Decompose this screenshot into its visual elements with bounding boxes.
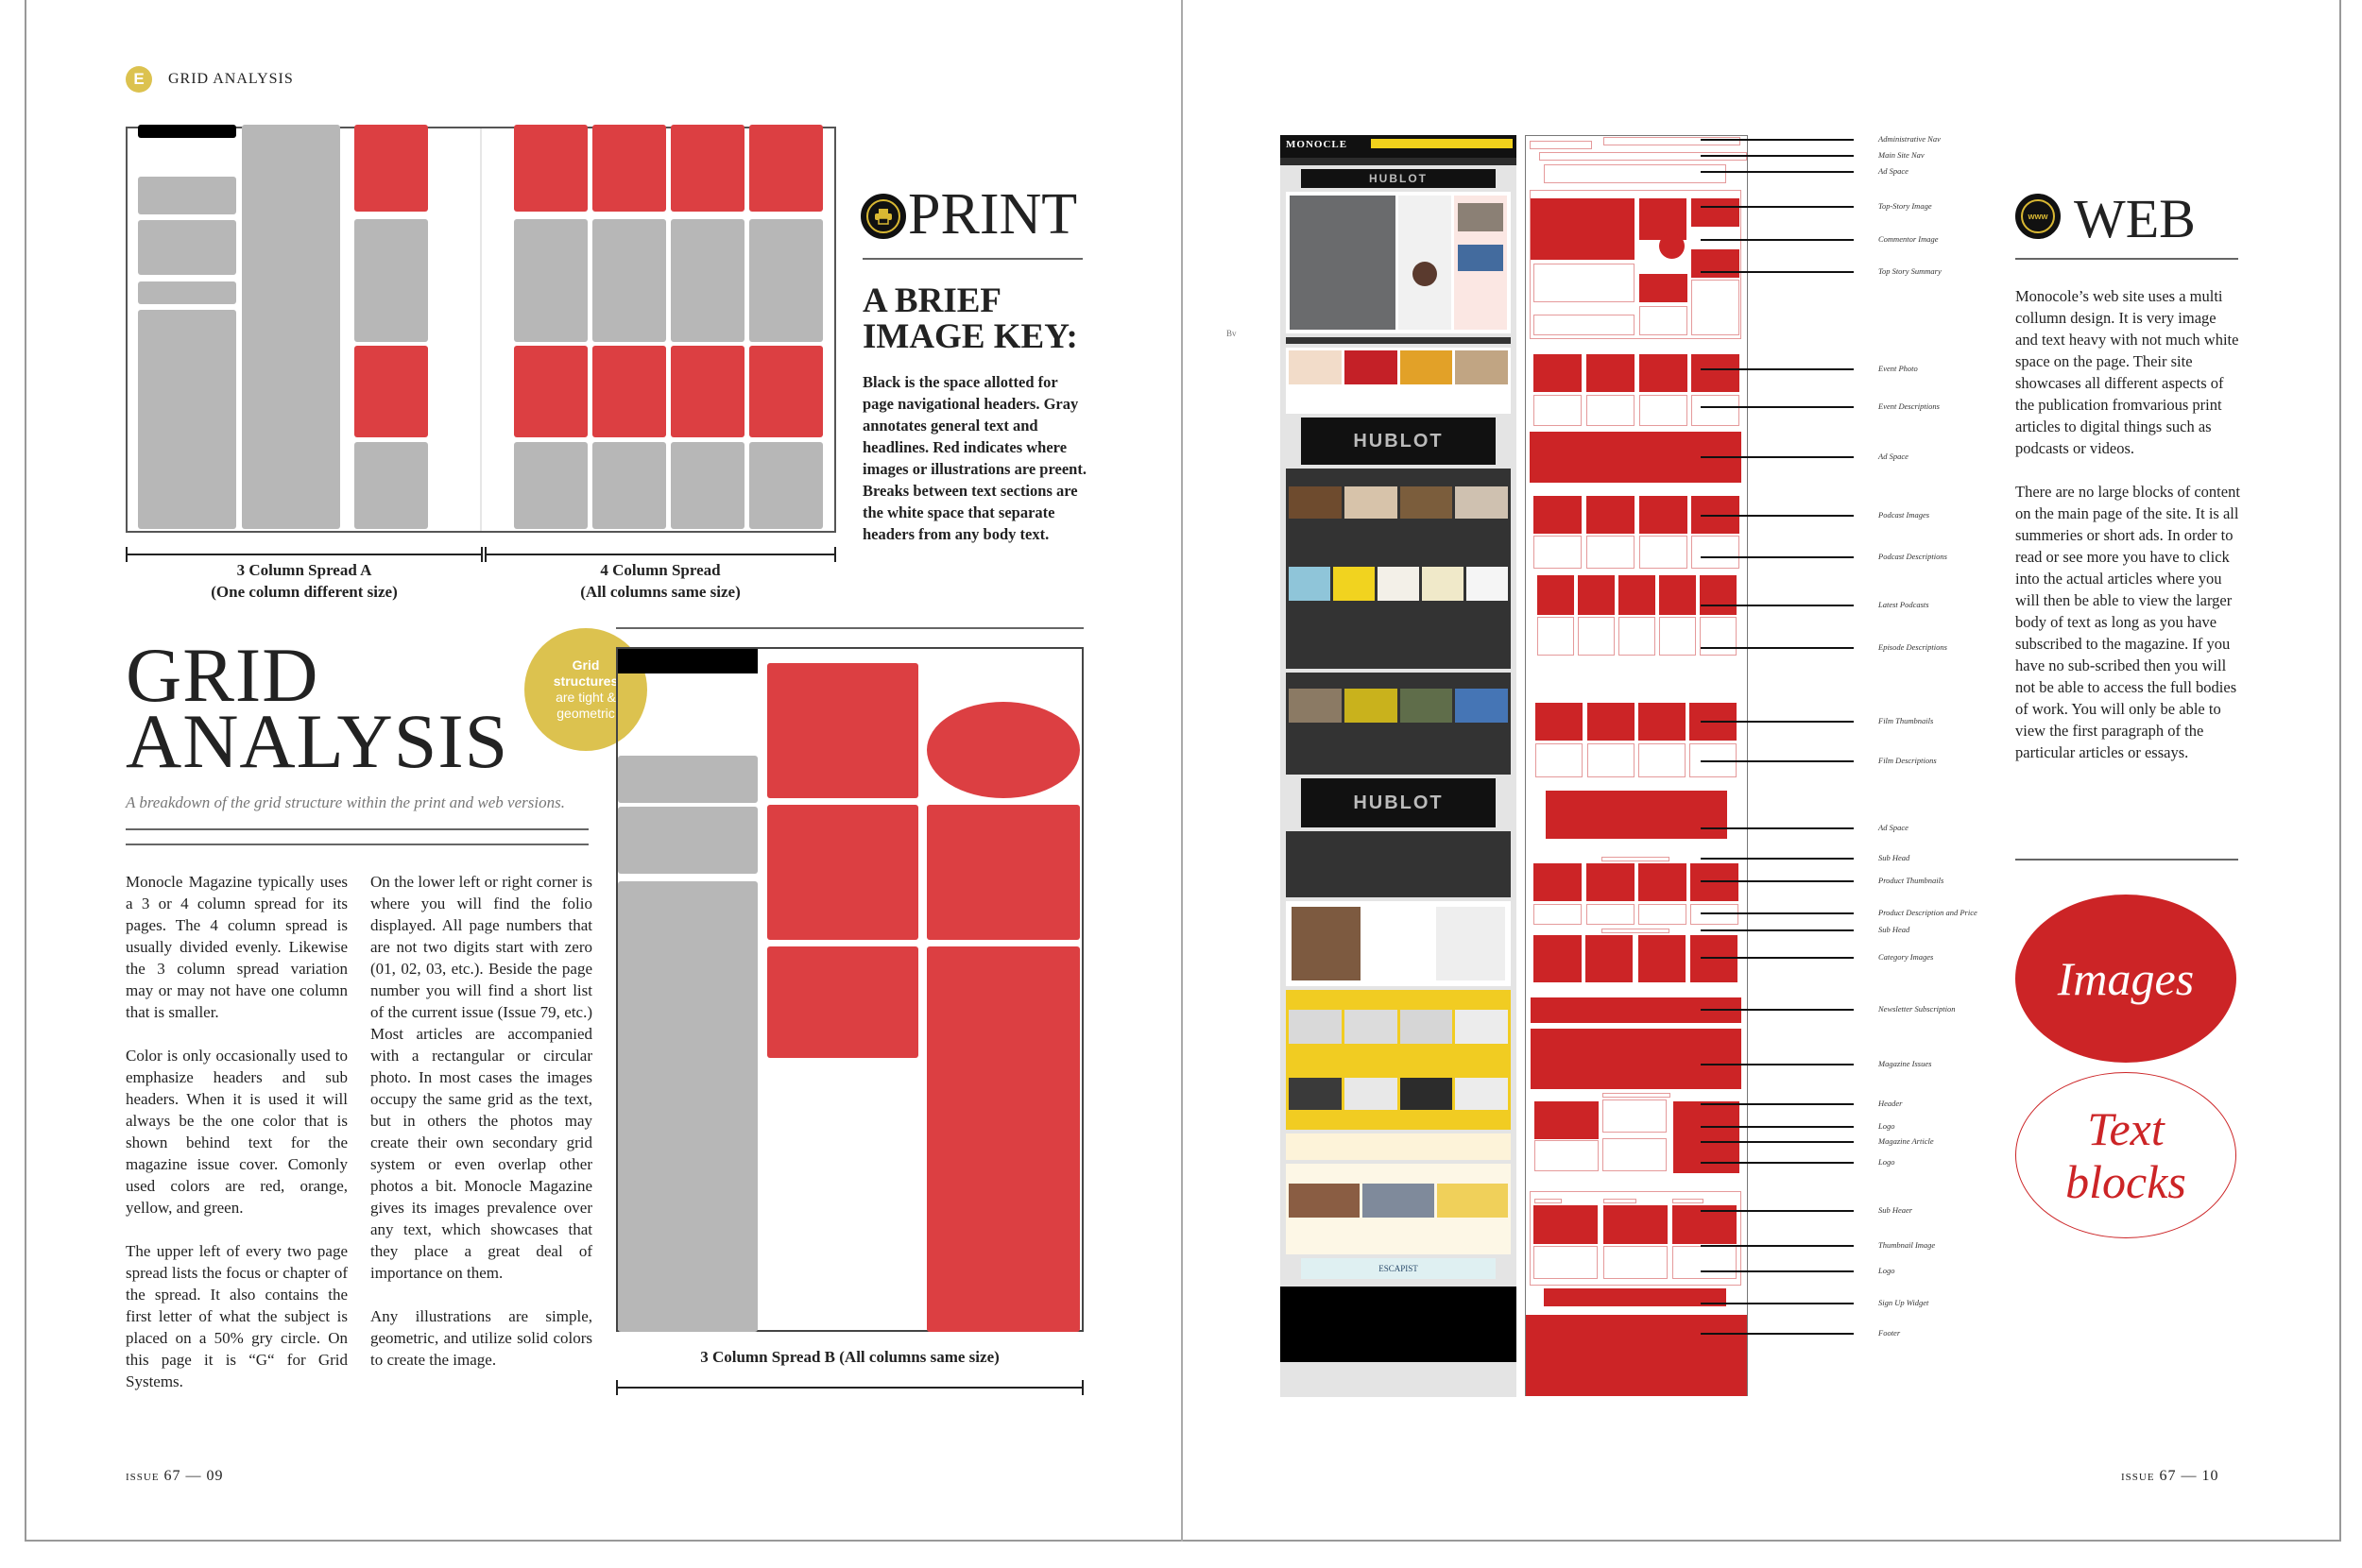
annotation-label: Ad Space	[1878, 823, 1908, 832]
wire-episode-desc	[1659, 617, 1696, 656]
wire-podcast-image	[1586, 496, 1635, 534]
annotation-label: Logo	[1878, 1121, 1895, 1131]
circular-image-block	[927, 702, 1080, 798]
annotation-line	[1701, 1303, 1854, 1304]
wire-sub-header	[1603, 1199, 1636, 1203]
image-block	[927, 946, 1080, 1332]
annotation-line	[1701, 239, 1854, 241]
wire-sub-head	[1601, 929, 1669, 933]
annotation-label: Product Description and Price	[1878, 908, 1977, 917]
wire-image	[1639, 274, 1687, 302]
wire-film-desc	[1638, 743, 1686, 777]
wire-podcast-desc	[1586, 536, 1635, 569]
annotation-line	[1701, 1064, 1854, 1065]
wire-latest-podcast	[1578, 575, 1615, 615]
image-block	[749, 346, 823, 437]
annotation-line	[1701, 1245, 1854, 1247]
chapter-letter-badge: E	[126, 66, 152, 93]
annotation-line	[1701, 957, 1854, 959]
spread-a-diagram	[126, 127, 836, 533]
text-block	[138, 177, 236, 214]
wire-latest-podcast	[1659, 575, 1696, 615]
site-header: MONOCLE	[1280, 135, 1516, 158]
annotation-line	[1701, 1162, 1854, 1164]
image-key-body: Black is the space allotted for page navigational headers. Gray annotates general text and headlines. Red indicates where images or illustrations are preent. Breaks between text sections are the white space that separate headers from any body text.	[863, 373, 1087, 543]
divider	[2015, 258, 2238, 260]
annotation-label: Ad Space	[1878, 166, 1908, 176]
annotation-label: Podcast Images	[1878, 510, 1930, 520]
annotation-line	[1701, 929, 1854, 931]
print-section-title: PRINT	[908, 182, 1078, 247]
nav-header-block	[618, 649, 758, 673]
annotation-label: Film Descriptions	[1878, 756, 1937, 765]
wire-article	[1602, 1099, 1667, 1133]
image-block	[767, 805, 918, 940]
site-footer	[1280, 1287, 1516, 1362]
wire-podcast-desc	[1691, 536, 1739, 569]
wire-header	[1602, 1093, 1670, 1098]
text-block	[514, 219, 588, 342]
text-block	[138, 281, 236, 304]
annotation-line	[1701, 556, 1854, 558]
legend-images: Images	[2015, 895, 2236, 1063]
wire-commentor-image	[1659, 233, 1685, 259]
image-block	[671, 346, 745, 437]
annotation-label: Film Thumbnails	[1878, 716, 1934, 725]
wire-article	[1534, 1140, 1599, 1171]
text-block	[592, 219, 666, 342]
text-block	[592, 442, 666, 529]
wire-episode-desc	[1578, 617, 1615, 656]
magazine-articles	[1286, 901, 1511, 986]
image-block	[767, 946, 918, 1058]
globe-www-icon: www	[2015, 194, 2061, 239]
spread-a-caption: 3 Column Spread A (One column different size)	[211, 561, 398, 601]
divider	[863, 258, 1083, 260]
web-section-title: WEB	[2074, 188, 2196, 249]
ad-banner: HUBLOT	[1301, 169, 1496, 188]
shop-panel	[1286, 990, 1511, 1130]
top-stories-panel	[1286, 192, 1511, 333]
annotation-line	[1701, 1333, 1854, 1335]
image-block	[767, 663, 918, 798]
spread-b-measure	[616, 1380, 1084, 1395]
annotation-label: Sign Up Widget	[1878, 1298, 1929, 1307]
text-block	[138, 220, 236, 275]
wire-text	[1533, 1246, 1598, 1279]
text-block	[671, 442, 745, 529]
image-block	[592, 346, 666, 437]
magazine-panel	[1286, 831, 1511, 897]
image-block	[514, 346, 588, 437]
wire-thumbnail	[1603, 1205, 1668, 1244]
wire-ad-space	[1546, 791, 1727, 839]
annotation-label: Newsletter Subscription	[1878, 1004, 1956, 1014]
annotation-label: Logo	[1878, 1266, 1895, 1275]
wire-podcast-image	[1533, 496, 1582, 534]
comment-column	[1398, 196, 1451, 330]
wire-film-thumb	[1535, 703, 1583, 741]
wire-episode-desc	[1700, 617, 1737, 656]
image-block	[671, 125, 745, 212]
spread-4col-caption: 4 Column Spread (All columns same size)	[580, 561, 741, 601]
annotation-label: Administrative Nav	[1878, 134, 1941, 144]
annotation-line	[1701, 171, 1854, 173]
annotation-line	[1701, 368, 1854, 370]
text-block	[242, 125, 340, 529]
wire-event-photo	[1691, 354, 1739, 392]
web-wireframe	[1525, 135, 1748, 1396]
annotation-line	[1701, 1210, 1854, 1212]
spread-divider	[480, 128, 482, 531]
annotation-line	[1701, 880, 1854, 882]
annotation-label: Commentor Image	[1878, 234, 1939, 244]
divider	[126, 844, 589, 845]
wire-top-story-summary	[1533, 264, 1635, 302]
wire-product-thumb	[1638, 863, 1686, 901]
wire-episode-desc	[1618, 617, 1655, 656]
wire-image	[1691, 198, 1739, 227]
wire-sub-header	[1534, 1199, 1562, 1203]
text-block	[618, 756, 758, 803]
wire-text	[1603, 1246, 1668, 1279]
web-body: Monocole’s web site uses a multi collumn design. It is very image and text heavy with not much white space on the page. Their site showcases all different aspects of the publication fromvarious print articles to digital things such as podcasts or videos. There are no large blocks of content on the main page of the site. It is all summeries or short ads. In order to read or see more you have to click into the actual articles where you will then be able to view the larger body of text as long as you have subscribed to the magazine. If you have no sub-scribed then you will not be able to access the full bodies of work. You will only be able to view the first paragraph of the particular articles or essays.	[2015, 287, 2240, 761]
wire-text	[1691, 280, 1739, 335]
callout-circle: Grid structures are tight & geometric	[524, 628, 647, 751]
wire-image	[1639, 198, 1686, 240]
annotation-label: Latest Podcasts	[1878, 600, 1929, 609]
wire-article	[1602, 1138, 1667, 1171]
wire-product-thumb	[1690, 863, 1738, 901]
wire-event-photo	[1586, 354, 1635, 392]
annotation-line	[1701, 271, 1854, 273]
image-block	[927, 805, 1080, 940]
wire-film-thumb	[1587, 703, 1635, 741]
annotation-line	[1701, 647, 1854, 649]
annotation-label: Episode Descriptions	[1878, 642, 1947, 652]
annotation-line	[1701, 515, 1854, 517]
annotation-label: Magazine Issues	[1878, 1059, 1932, 1068]
wire-logo	[1530, 141, 1592, 149]
wire-text	[1672, 1246, 1737, 1279]
wire-event-desc	[1691, 395, 1739, 426]
wire-ad-space	[1544, 164, 1726, 183]
annotation-label: Top-Story Image	[1878, 201, 1932, 211]
annotation-line	[1701, 760, 1854, 762]
wire-latest-podcast	[1537, 575, 1574, 615]
wire-product-desc	[1690, 904, 1738, 925]
wire-product-desc	[1533, 904, 1582, 925]
annotation-line	[1701, 721, 1854, 723]
folio-left: issue 67 — 09	[126, 1468, 224, 1484]
recommends-panel	[1286, 1164, 1511, 1254]
body-column-1: Monocle Magazine typically uses a 3 or 4 column spread for its pages. The 4 column spread is usually divided evenly. Likewise the 3 column spread variation may or may not have one column that is smaller. Color is only occasionally used to emphasize headers and sub headers. When it is used it will always be the one color that is shown behind text for the magazine issue cover. Comonly used colors are red, orange, yellow, and green. The upper left of every two page spread lists the focus or chapter of the spread. It also contains the first letter of what the subject is placed on a 50% gry circle. On this page it is “G“ for Grid Systems.	[126, 873, 348, 1390]
ad-banner: HUBLOT	[1301, 418, 1496, 465]
image-block	[354, 125, 428, 212]
annotation-line	[1701, 155, 1854, 157]
annotation-label: Sub Head	[1878, 853, 1910, 862]
image-key-heading: A BRIEF IMAGE KEY:	[863, 281, 1078, 356]
wire-event-photo	[1639, 354, 1687, 392]
wire-episode-desc	[1537, 617, 1574, 656]
side-column	[1454, 196, 1507, 330]
escapist-ad: ESCAPIST	[1301, 1258, 1496, 1279]
annotation-label: Top Story Summary	[1878, 266, 1942, 276]
page-title: GRID ANALYSIS	[126, 632, 509, 784]
wire-logo	[1534, 1101, 1599, 1139]
page-spine	[1181, 0, 1183, 1542]
wire-image	[1691, 249, 1739, 278]
wire-footer	[1526, 1315, 1747, 1396]
wire-event-desc	[1586, 395, 1635, 426]
text-block	[514, 442, 588, 529]
text-block	[618, 881, 758, 1332]
wire-category-image	[1638, 935, 1686, 982]
wire-film-desc	[1587, 743, 1635, 777]
wire-product-thumb	[1533, 863, 1582, 901]
annotation-line	[1701, 139, 1854, 141]
divider	[126, 828, 589, 830]
nav-header-block	[138, 125, 236, 138]
text-block	[671, 219, 745, 342]
wire-podcast-desc	[1533, 536, 1582, 569]
image-block	[749, 125, 823, 212]
text-block	[354, 219, 428, 342]
text-block	[749, 442, 823, 529]
website-screenshot	[1280, 135, 1516, 1397]
wire-sub-header	[1672, 1199, 1703, 1203]
annotation-line	[1701, 1270, 1854, 1272]
wire-podcast-desc	[1639, 536, 1687, 569]
annotation-line	[1701, 1126, 1854, 1128]
annotation-label: Sub Heaer	[1878, 1205, 1913, 1215]
annotation-line	[1701, 827, 1854, 829]
admin-nav	[1371, 139, 1513, 148]
wire-sub-head	[1601, 857, 1669, 861]
body-column-2: On the lower left or right corner is where you will find the folio displayed. All page numbers that are not two digits start with zero (01, 02, 03, etc.). Beside the page number you will find a short list of the current issue (Issue 79, etc.) Most articles are accompanied with a rectangular or circular photo. In most cases the images occupy the same grid as the text, but in others the photos may create their own secondary grid system or even overlap other photos a bit. Monocle Magazine gives its images prevalence over any text, which showcases that they place a great deal of importance on them. Any illustrations are simple, geometric, and utilize solid colors to create the image.	[370, 873, 592, 1369]
newsletter-panel	[1286, 1133, 1511, 1160]
annotation-label: Podcast Descriptions	[1878, 552, 1947, 561]
films-panel	[1286, 673, 1511, 775]
annotation-label: Event Descriptions	[1878, 401, 1940, 411]
wire-category-image	[1585, 935, 1633, 982]
divider	[2015, 859, 2238, 861]
page-subtitle: A breakdown of the grid structure within the print and web versions.	[126, 793, 565, 811]
wire-product-thumb	[1586, 863, 1635, 901]
wire-event-desc	[1639, 395, 1687, 426]
wire-film-desc	[1535, 743, 1583, 777]
wire-event-photo	[1533, 354, 1582, 392]
stray-mark: Bv	[1226, 329, 1237, 338]
text-block	[138, 310, 236, 529]
wire-product-desc	[1638, 904, 1686, 925]
annotation-label: Sub Head	[1878, 925, 1910, 934]
printer-icon	[861, 194, 906, 239]
annotation-line	[1701, 1103, 1854, 1105]
section-bar	[1286, 337, 1511, 344]
annotation-label: Event Photo	[1878, 364, 1918, 373]
top-story-image	[1290, 196, 1395, 330]
chapter-title: GRID ANALYSIS	[168, 71, 294, 87]
annotation-line	[1701, 912, 1854, 914]
wire-latest-podcast	[1700, 575, 1737, 615]
annotation-label: Thumbnail Image	[1878, 1240, 1936, 1250]
divider	[616, 627, 1084, 629]
annotation-label: Magazine Article	[1878, 1136, 1934, 1146]
wire-latest-podcast	[1618, 575, 1655, 615]
text-block	[354, 442, 428, 529]
radio-panel	[1286, 469, 1511, 669]
annotation-label: Main Site Nav	[1878, 150, 1925, 160]
annotation-line	[1701, 406, 1854, 408]
image-block	[592, 125, 666, 212]
wire-sign-up	[1544, 1288, 1726, 1306]
wire-film-thumb	[1638, 703, 1686, 741]
annotation-line	[1701, 605, 1854, 606]
annotation-label: Header	[1878, 1099, 1903, 1108]
text-block	[749, 219, 823, 342]
annotation-line	[1701, 858, 1854, 860]
text-block	[618, 807, 758, 874]
wire-magazine-issues	[1531, 1029, 1741, 1089]
wire-text	[1533, 315, 1635, 335]
spread-b-diagram	[616, 647, 1084, 1332]
wire-product-desc	[1586, 904, 1635, 925]
wire-category-image	[1533, 935, 1582, 982]
events-panel	[1286, 348, 1511, 414]
annotation-line	[1701, 1009, 1854, 1011]
annotation-line	[1701, 456, 1854, 458]
wire-podcast-image	[1639, 496, 1687, 534]
wire-text	[1639, 306, 1687, 335]
annotation-label: Product Thumbnails	[1878, 876, 1944, 885]
ad-banner: HUBLOT	[1301, 778, 1496, 827]
wire-event-desc	[1533, 395, 1582, 426]
wire-category-image	[1690, 935, 1737, 982]
annotation-label: Footer	[1878, 1328, 1901, 1338]
annotation-label: Logo	[1878, 1157, 1895, 1167]
folio-right: issue 67 — 10	[2121, 1468, 2219, 1484]
spread-b-caption: 3 Column Spread B (All columns same size)	[700, 1348, 1000, 1366]
image-block	[354, 346, 428, 437]
wire-top-story-image	[1531, 198, 1635, 260]
wire-thumbnail	[1533, 1205, 1598, 1244]
image-block	[514, 125, 588, 212]
main-nav	[1280, 158, 1516, 165]
annotation-label: Category Images	[1878, 952, 1934, 962]
annotation-line	[1701, 206, 1854, 208]
legend-text-blocks: Text blocks	[2015, 1072, 2236, 1238]
annotation-label: Ad Space	[1878, 452, 1908, 461]
annotation-line	[1701, 1141, 1854, 1143]
